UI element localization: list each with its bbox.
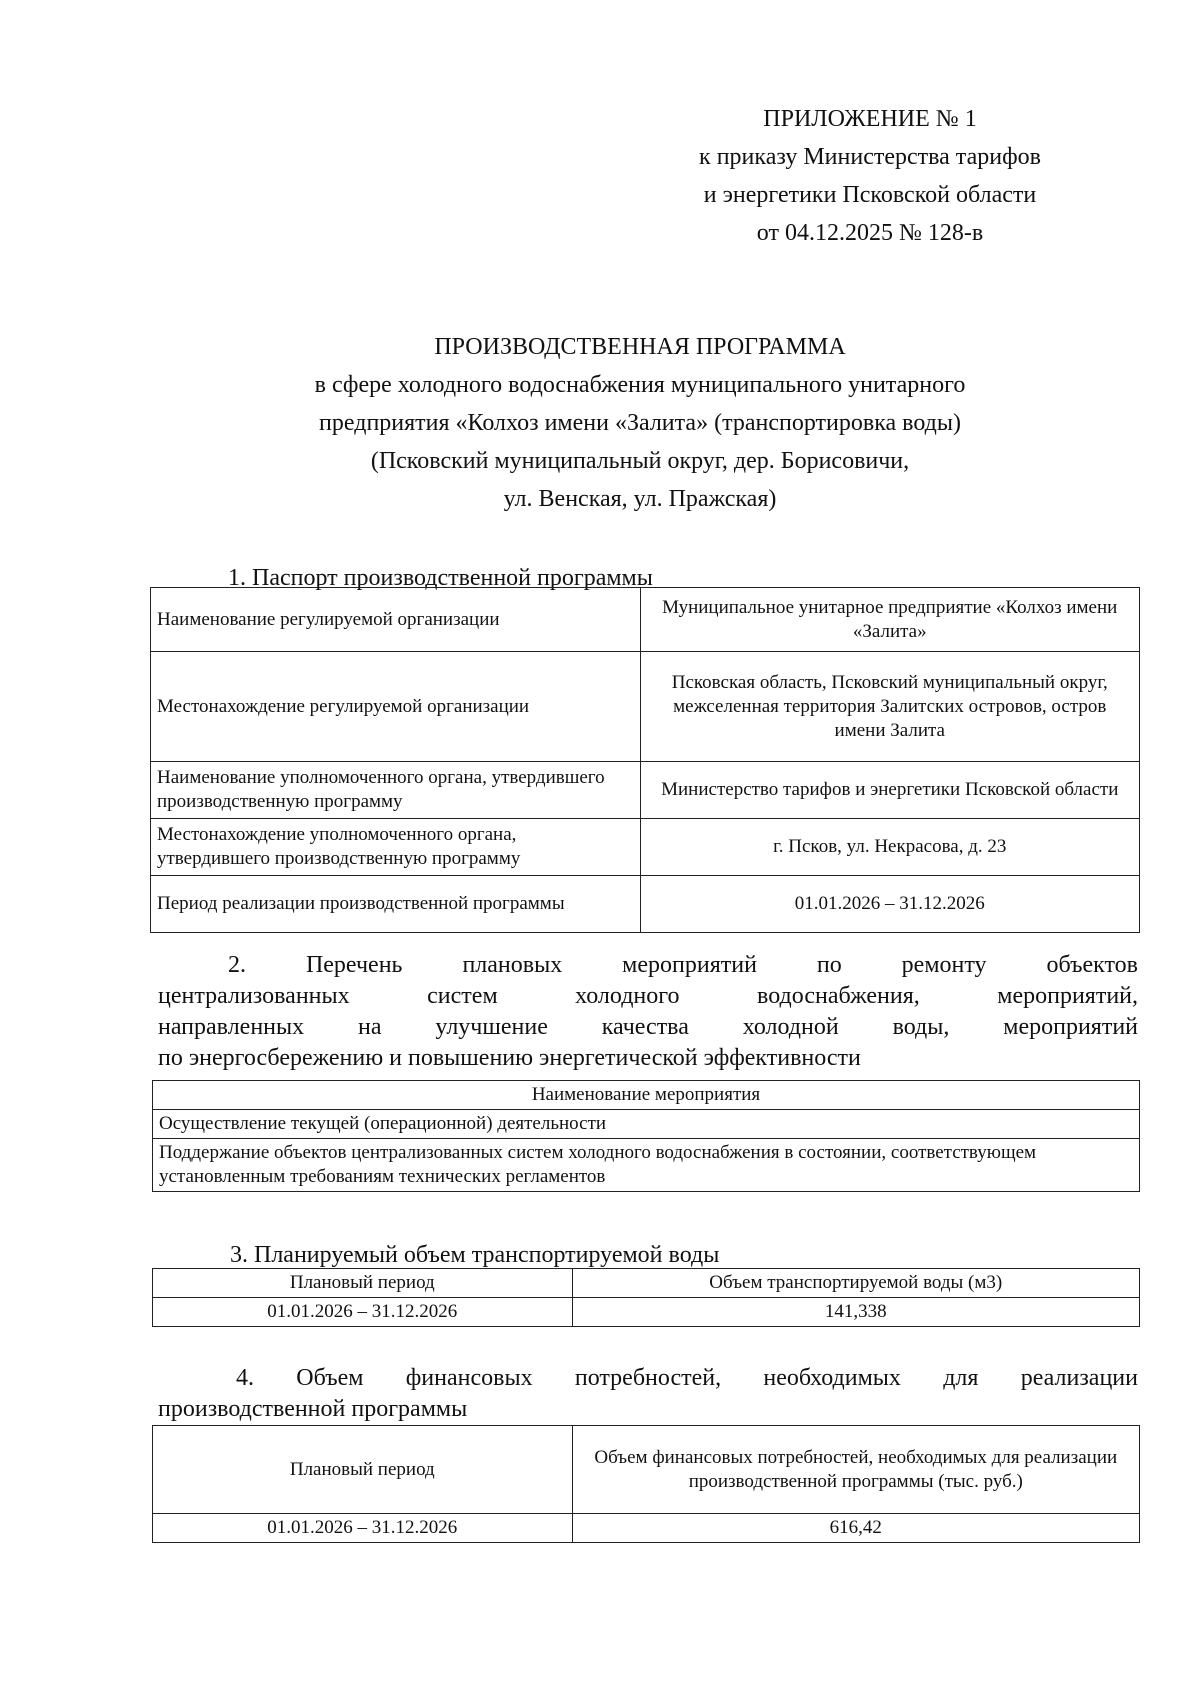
passport-value: г. Псков, ул. Некрасова, д. 23 (640, 819, 1139, 876)
finance-cell: 616,42 (572, 1514, 1139, 1543)
annex-number: ПРИЛОЖЕНИЕ № 1 (763, 106, 977, 132)
annex-order-line: к приказу Министерства тарифов (699, 144, 1041, 170)
section2-heading-line: централизованных систем холодного водоснабжения, мероприятий, (158, 983, 1138, 1009)
measure-item: Осуществление текущей (операционной) деятельности (153, 1110, 1140, 1139)
passport-value: Муниципальное унитарное предприятие «Колхоз имени «Залита» (640, 588, 1139, 652)
annex-ministry-line: и энергетики Псковской области (703, 182, 1037, 208)
period-cell: 01.01.2026 – 31.12.2026 (153, 1514, 573, 1543)
title-line-2: в сфере холодного водоснабжения муниципального унитарного (314, 372, 966, 398)
section3-heading: 3. Планируемый объем транспортируемой воды (230, 1242, 720, 1268)
section2-heading (158, 950, 1138, 1074)
passport-label: Местонахождение уполномоченного органа, утвердившего производственную программу (151, 819, 641, 876)
table-row (153, 1298, 1140, 1327)
table-header-row (153, 1426, 1140, 1514)
period-cell: 01.01.2026 – 31.12.2026 (153, 1298, 573, 1327)
annex-date-line: от 04.12.2025 № 128-в (756, 220, 984, 246)
table-row (151, 652, 1140, 762)
passport-value: Псковская область, Псковский муниципальный округ, межселенная территория Залитских островов, остров имени Залита (640, 652, 1139, 762)
passport-label: Местонахождение регулируемой организации (151, 652, 641, 762)
document-title (200, 328, 1080, 518)
table-row (151, 819, 1140, 876)
table-row (151, 762, 1140, 819)
section4-heading (158, 1363, 1138, 1425)
title-main: ПРОИЗВОДСТВЕННАЯ ПРОГРАММА (434, 334, 846, 360)
passport-value: Министерство тарифов и энергетики Псковской области (640, 762, 1139, 819)
table-row (153, 1139, 1140, 1192)
finance-table (152, 1425, 1140, 1543)
table-row (151, 588, 1140, 652)
water-volume-table (152, 1268, 1140, 1327)
passport-label: Наименование регулируемой организации (151, 588, 641, 652)
section4-heading-line: 4. Объем финансовых потребностей, необходимых для реализации (236, 1365, 1138, 1391)
title-line-4: (Псковский муниципальный округ, дер. Борисовичи, (370, 448, 910, 474)
section4-heading-line: производственной программы (158, 1396, 468, 1422)
passport-table (150, 587, 1140, 933)
table-header-row (153, 1081, 1140, 1110)
section1-heading: 1. Паспорт производственной программы (228, 565, 653, 591)
finance-column-header: Объем финансовых потребностей, необходимых для реализации производственной программы (тыс. руб.) (572, 1426, 1139, 1514)
table-row (153, 1110, 1140, 1139)
volume-column-header: Объем транспортируемой воды (м3) (572, 1269, 1139, 1298)
table-row (153, 1514, 1140, 1543)
section2-heading-line: направленных на улучшение качества холодной воды, мероприятий (158, 1014, 1138, 1040)
section2-heading-line: 2. Перечень плановых мероприятий по ремонту объектов (228, 952, 1138, 978)
table-row (151, 876, 1140, 933)
table-header-row (153, 1269, 1140, 1298)
measures-column-header: Наименование мероприятия (153, 1081, 1140, 1110)
passport-label: Наименование уполномоченного органа, утвердившего производственную программу (151, 762, 641, 819)
section2-heading-line: по энергосбережению и повышению энергетической эффективности (158, 1045, 861, 1071)
passport-value: 01.01.2026 – 31.12.2026 (640, 876, 1139, 933)
title-line-3: предприятия «Колхоз имени «Залита» (транспортировка воды) (319, 410, 961, 436)
measures-table (152, 1080, 1140, 1192)
passport-label: Период реализации производственной программы (151, 876, 641, 933)
title-line-5: ул. Венская, ул. Пражская) (503, 486, 777, 512)
period-column-header: Плановый период (153, 1269, 573, 1298)
measure-item: Поддержание объектов централизованных систем холодного водоснабжения в состоянии, соответствующем установленным требованиям технических регламентов (153, 1139, 1140, 1192)
volume-cell: 141,338 (572, 1298, 1139, 1327)
period-column-header: Плановый период (153, 1426, 573, 1514)
annex-header (640, 100, 1100, 252)
